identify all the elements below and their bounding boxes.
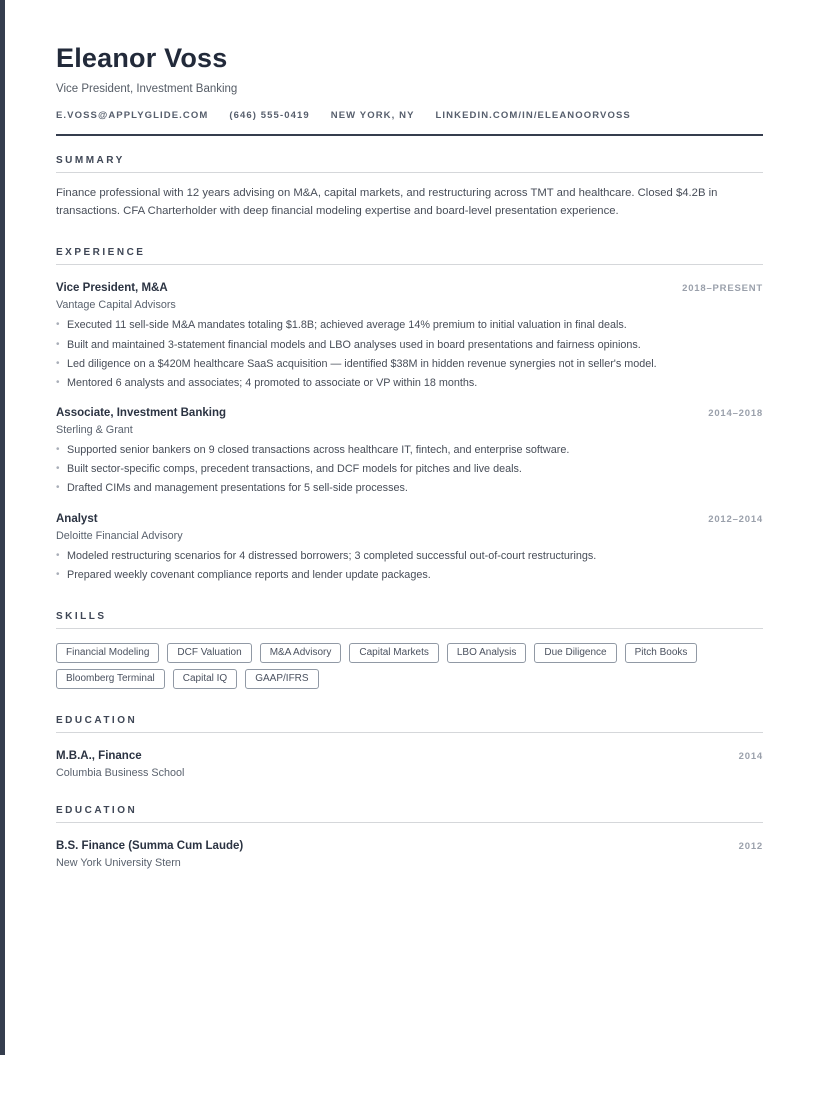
job-bullet: • Prepared weekly covenant compliance reports and lender update packages. [56,568,763,583]
job-bullet: • Drafted CIMs and management presentations for 5 sell-side processes. [56,481,763,496]
education-heading: EDUCATION [56,715,763,733]
job-header [56,282,763,294]
education-entry [56,840,763,869]
job-title: Analyst [56,512,98,525]
job-bullet: • Built and maintained 3-statement financial models and LBO analyses used in board presentations and fairness opinions. [56,338,763,353]
job-bullet: • Modeled restructuring scenarios for 4 distressed borrowers; 3 completed successful out-of-court restructurings. [56,549,763,564]
job-header [56,407,763,419]
education-degree: M.B.A., Finance [56,749,142,762]
job-bullet: • Led diligence on a $420M healthcare SaaS acquisition — identified $38M in hidden revenue synergies not in seller's model. [56,357,763,372]
job-title: Vice President, M&A [56,282,168,295]
job-title: Associate, Investment Banking [56,407,226,420]
skill-chip: LBO Analysis [447,643,526,663]
education-year: 2014 [738,750,763,762]
skill-chip: DCF Valuation [167,643,251,663]
summary-heading: SUMMARY [56,155,763,173]
candidate-name: Eleanor Voss [56,43,228,73]
summary-text: Finance professional with 12 years advising on M&A, capital markets, and restructuring across TMT and healthcare. Closed $4.2B in transactions. CFA Charterholder with deep financial modeling expertise and board-level presentation experience. [56,187,718,218]
skill-chip: Due Diligence [534,643,616,663]
education-school: Columbia Business School [56,766,185,779]
education-header [56,750,763,762]
experience-entry [56,407,763,496]
contact-phone: (646) 555-0419 [229,110,310,122]
contact-row [56,110,763,121]
job-bullets [56,549,763,583]
job-dates: 2014–2018 [708,408,763,420]
education-school: New York University Stern [56,856,181,869]
job-bullet: • Executed 11 sell-side M&A mandates totaling $1.8B; achieved average 14% premium to initial valuation in final deals. [56,318,763,333]
contact-email: E.VOSS@APPLYGLIDE.COM [56,110,209,122]
skill-chip: Capital Markets [349,643,438,663]
left-accent-bar [0,0,5,1055]
job-bullets [56,443,763,496]
contact-location: NEW YORK, NY [330,110,415,122]
job-dates: 2012–2014 [708,513,763,525]
job-company: Vantage Capital Advisors [56,299,176,312]
skill-chip: Pitch Books [625,643,698,663]
candidate-title: Vice President, Investment Banking [56,83,238,96]
experience-heading: EXPERIENCE [56,247,763,265]
skills-chip-list [56,643,763,689]
job-header [56,513,763,525]
contact-linkedin: LINKEDIN.COM/IN/ELEANOORVOSS [435,110,631,122]
header-divider [56,134,763,136]
job-bullets [56,318,763,390]
skill-chip: GAAP/IFRS [245,669,318,689]
skill-chip: Financial Modeling [56,643,159,663]
job-company: Sterling & Grant [56,424,133,437]
job-dates: 2018–PRESENT [682,283,763,295]
section-experience [56,247,763,582]
section-education-mba [56,715,763,779]
education-entry [56,750,763,779]
job-bullet: • Mentored 6 analysts and associates; 4 promoted to associate or VP within 18 months. [56,376,763,391]
skill-chip: M&A Advisory [260,643,342,663]
education-header [56,840,763,852]
header [56,44,763,136]
skill-chip: Capital IQ [173,669,237,689]
education-year: 2012 [738,840,763,852]
job-bullet: • Supported senior bankers on 9 closed transactions across healthcare IT, fintech, and enterprise software. [56,443,763,458]
section-education-bs [56,805,763,869]
job-company: Deloitte Financial Advisory [56,529,183,542]
section-skills [56,611,763,689]
experience-entry [56,282,763,390]
skills-heading: SKILLS [56,611,763,629]
education-degree: B.S. Finance (Summa Cum Laude) [56,839,244,852]
experience-entry [56,513,763,583]
education-heading: EDUCATION [56,805,763,823]
skill-chip: Bloomberg Terminal [56,669,165,689]
section-summary [56,155,763,220]
job-bullet: • Built sector-specific comps, precedent transactions, and DCF models for pitches and live deals. [56,462,763,477]
